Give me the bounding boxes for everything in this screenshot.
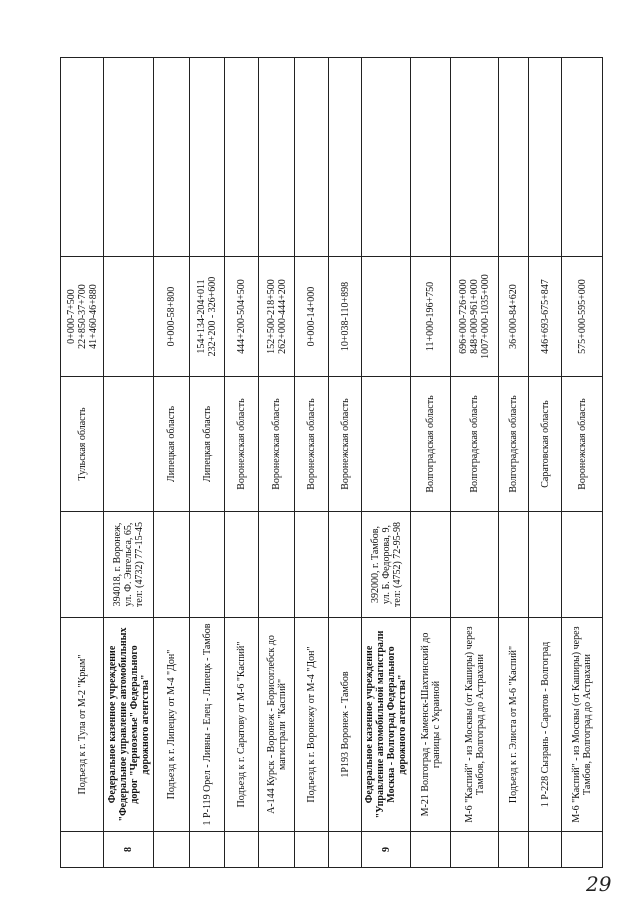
empty-cell xyxy=(562,58,603,257)
km-range: 10+038-110+898 xyxy=(329,257,362,377)
road-name: 1Р193 Воронеж - Тамбов xyxy=(329,618,362,832)
row-number: 9 xyxy=(362,832,411,868)
row-number xyxy=(562,832,603,868)
empty-cell xyxy=(259,58,295,257)
table-row xyxy=(104,58,154,868)
table-row xyxy=(562,58,603,868)
row-number xyxy=(295,832,329,868)
address xyxy=(499,512,529,618)
address xyxy=(529,512,562,618)
road-name: 1 Р-228 Сызрань - Саратов - Волгоград xyxy=(529,618,562,832)
region: Тульская область xyxy=(61,377,104,512)
region xyxy=(104,377,154,512)
region: Воронежская область xyxy=(259,377,295,512)
empty-cell xyxy=(451,58,499,257)
row-number xyxy=(329,832,362,868)
row-number xyxy=(190,832,225,868)
km-range xyxy=(104,257,154,377)
road-name: Подъезд к г. Липецку от М-4 "Дон" xyxy=(154,618,190,832)
empty-cell xyxy=(104,58,154,257)
address xyxy=(562,512,603,618)
region: Волгоградская область xyxy=(411,377,451,512)
row-number xyxy=(225,832,259,868)
km-range: 696+000-726+000 848+000-961+000 1007+000-1035+000 xyxy=(451,257,499,377)
table-row xyxy=(451,58,499,868)
table-row xyxy=(529,58,562,868)
row-number xyxy=(154,832,190,868)
table-row xyxy=(499,58,529,868)
road-name: М-6 "Каспий" - из Москвы (от Каширы) через Тамбов, Волгоград до Астрахани xyxy=(562,618,603,832)
km-range: 36+000-84+620 xyxy=(499,257,529,377)
row-number: 8 xyxy=(104,832,154,868)
road-name: Подъезд к г. Воронежу от М-4 "Дон" xyxy=(295,618,329,832)
empty-cell xyxy=(295,58,329,257)
empty-cell xyxy=(411,58,451,257)
road-name: Подъезд к г. Тула от М-2 "Крым" xyxy=(61,618,104,832)
road-name: 1 Р-119 Орел - Ливны - Елец - Липецк - Тамбов xyxy=(190,618,225,832)
table-row xyxy=(190,58,225,868)
address xyxy=(411,512,451,618)
row-number xyxy=(529,832,562,868)
region: Волгоградская область xyxy=(499,377,529,512)
region xyxy=(362,377,411,512)
empty-cell xyxy=(362,58,411,257)
roads-table xyxy=(60,57,603,868)
address xyxy=(154,512,190,618)
empty-cell xyxy=(154,58,190,257)
address xyxy=(259,512,295,618)
km-range: 0+000-7+500 22+850-37+700 41+460-46+880 xyxy=(61,257,104,377)
organization-name: Федеральное казенное учреждение "Федеральное управление автомобильных дорог "Черноземье" Федерального дорожного агентства" xyxy=(104,618,154,832)
region: Липецкая область xyxy=(154,377,190,512)
rotated-table-wrapper xyxy=(60,58,600,868)
km-range: 0+000-14+000 xyxy=(295,257,329,377)
organization-name: Федеральное казенное учреждение "Управление автомобильной магистрали Москва - Волгоград Федерального дорожного агентства" xyxy=(362,618,411,832)
region: Воронежская область xyxy=(225,377,259,512)
km-range: 575+000-595+000 xyxy=(562,257,603,377)
row-number xyxy=(499,832,529,868)
table-row xyxy=(61,58,104,868)
table-row xyxy=(154,58,190,868)
table-row xyxy=(225,58,259,868)
km-range: 11+000-196+750 xyxy=(411,257,451,377)
km-range: 0+000-58+800 xyxy=(154,257,190,377)
empty-cell xyxy=(61,58,104,257)
address: 392000, г. Тамбов, ул. Б. Федорова, 9, тел: (4752) 72-95-98 xyxy=(362,512,411,618)
road-name: М-6 "Каспий" - из Москвы (от Каширы) через Тамбов, Волгоград до Астрахани xyxy=(451,618,499,832)
region: Воронежская область xyxy=(295,377,329,512)
road-name: Подъезд к г. Саратову от М-6 "Каспий" xyxy=(225,618,259,832)
address xyxy=(451,512,499,618)
table-row xyxy=(259,58,295,868)
address xyxy=(329,512,362,618)
document-sheet xyxy=(60,58,600,868)
address xyxy=(225,512,259,618)
region: Волгоградская область xyxy=(451,377,499,512)
km-range: 154+134-204+011 232+200 - 326+600 xyxy=(190,257,225,377)
km-range: 446+693-675+847 xyxy=(529,257,562,377)
road-name: Подъезд к г. Элиста от М-6 "Каспий" xyxy=(499,618,529,832)
table-row xyxy=(362,58,411,868)
region: Саратовская область xyxy=(529,377,562,512)
row-number xyxy=(451,832,499,868)
km-range: 444+200-504+500 xyxy=(225,257,259,377)
empty-cell xyxy=(225,58,259,257)
road-name: М-21 Волгоград - Каменск-Шахтинский до границы с Украиной xyxy=(411,618,451,832)
table-row xyxy=(329,58,362,868)
row-number xyxy=(61,832,104,868)
empty-cell xyxy=(329,58,362,257)
row-number xyxy=(411,832,451,868)
row-number xyxy=(259,832,295,868)
address xyxy=(295,512,329,618)
road-name: А-144 Курск - Воронеж - Борисоглебск до магистрали "Каспий" xyxy=(259,618,295,832)
empty-cell xyxy=(190,58,225,257)
address: 394018, г. Воронеж, ул. Ф. Энгельса, 65, тел: (4732) 77-15-45 xyxy=(104,512,154,618)
table-row xyxy=(411,58,451,868)
empty-cell xyxy=(529,58,562,257)
table-row xyxy=(295,58,329,868)
page-number: 29 xyxy=(586,872,612,896)
region: Воронежская область xyxy=(329,377,362,512)
region: Липецкая область xyxy=(190,377,225,512)
empty-cell xyxy=(499,58,529,257)
km-range xyxy=(362,257,411,377)
region: Воронежская область xyxy=(562,377,603,512)
km-range: 152+500-218+500 262+000-444+200 xyxy=(259,257,295,377)
address xyxy=(61,512,104,618)
address xyxy=(190,512,225,618)
